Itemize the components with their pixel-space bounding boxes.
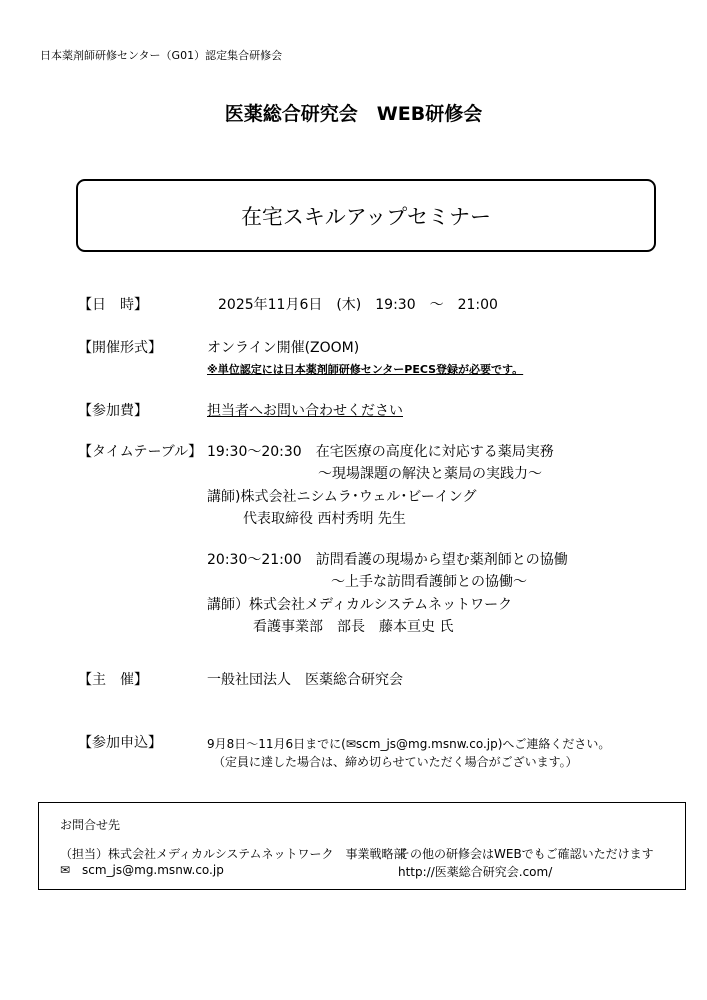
fee-label: 【参加費】 xyxy=(78,403,148,419)
seminar-title-box xyxy=(76,179,656,252)
seminar-title: 在宅スキルアップセミナー xyxy=(240,204,492,229)
session2-lecturer-name: 看護事業部 部長 藤本亘史 氏 xyxy=(253,619,454,635)
session1-time-title: 19:30～20:30 在宅医療の高度化に対応する薬局実務 xyxy=(207,444,554,460)
contact-person: （担当）株式会社メディカルシステムネットワーク 事業戦略部 xyxy=(60,847,406,861)
session1-lecturer-company: 講師)株式会社ニシムラ･ウェル･ビーイング xyxy=(207,489,477,505)
session2-time-title: 20:30～21:00 訪問看護の現場から望む薬剤師との協働 xyxy=(207,552,568,568)
pecs-note: ※単位認定には日本薬剤師研修センターPECS登録が必要です。 xyxy=(207,363,524,376)
application-deadline: 9月8日～11月6日までに(✉scm_js@mg.msnw.co.jp)へご連絡ください。 xyxy=(207,737,611,751)
session2-lecturer-company: 講師）株式会社メディカルシステムネットワーク xyxy=(207,597,513,613)
application-label: 【参加申込】 xyxy=(78,735,162,751)
datetime-value: 2025年11月6日 (木) 19:30 ～ 21:00 xyxy=(218,297,498,313)
mail-icon: ✉ xyxy=(60,863,71,877)
format-value: オンライン開催(ZOOM) xyxy=(207,340,360,356)
application-capacity-note: （定員に達した場合は、締め切らせていただく場合がございます。） xyxy=(213,755,578,769)
datetime-label: 【日 時】 xyxy=(78,297,148,313)
contact-email-link[interactable]: scm_js@mg.msnw.co.jp xyxy=(82,863,224,877)
timetable-label: 【タイムテーブル】 xyxy=(78,444,203,460)
session2-subtitle: ～上手な訪問看護師との協働～ xyxy=(331,574,527,590)
session1-lecturer-name: 代表取締役 西村秀明 先生 xyxy=(243,511,406,527)
accreditation-note: 日本薬剤師研修センター（G01）認定集合研修会 xyxy=(40,49,283,62)
organizer-value: 一般社団法人 医薬総合研究会 xyxy=(207,672,403,688)
contact-heading: お問合せ先 xyxy=(60,818,121,832)
website-link[interactable]: http://医薬総合研究会.com/ xyxy=(398,865,553,879)
organizer-label: 【主 催】 xyxy=(78,672,148,688)
web-note: その他の研修会はWEBでもご確認いただけます xyxy=(398,847,654,861)
fee-contact-link[interactable]: 担当者へお問い合わせください xyxy=(207,403,403,419)
session1-subtitle: ～現場課題の解決と薬局の実践力～ xyxy=(318,466,542,482)
format-label: 【開催形式】 xyxy=(78,340,162,356)
page-title: 医薬総合研究会 WEB研修会 xyxy=(224,103,483,125)
